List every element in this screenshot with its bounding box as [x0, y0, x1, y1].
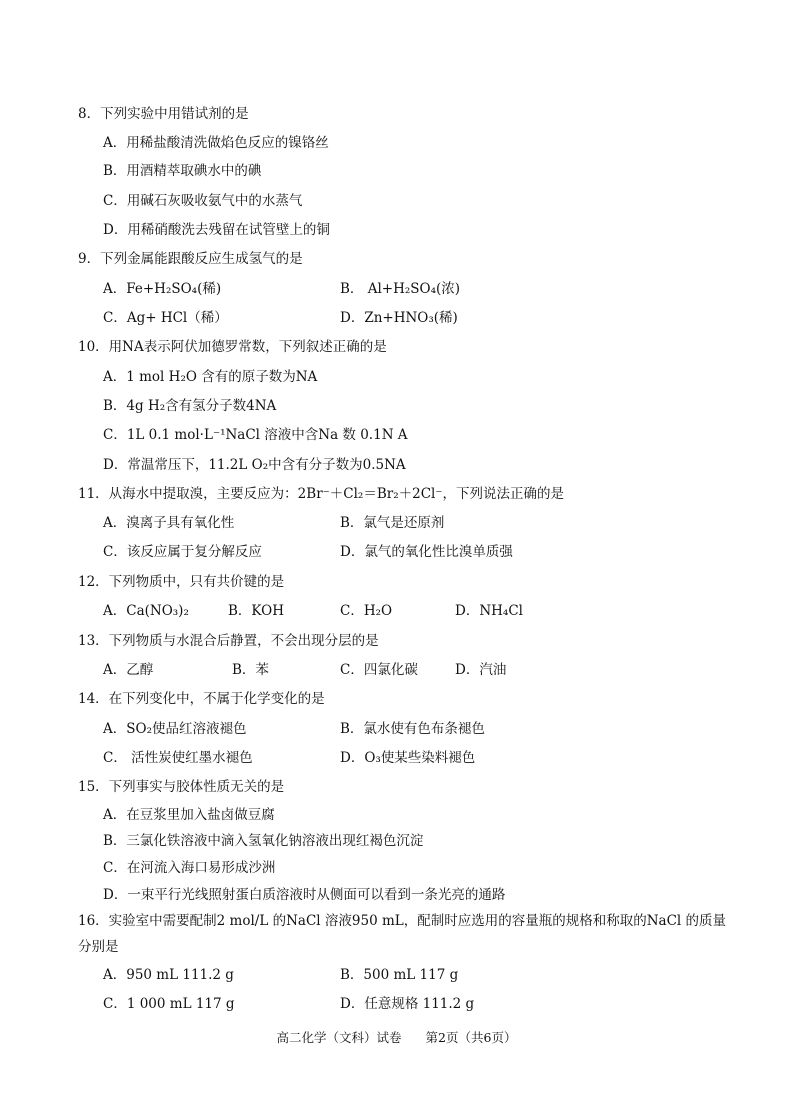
q9-stem: 9．下列金属能跟酸反应生成氢气的是: [78, 251, 303, 267]
q15-option-d: D．一束平行光线照射蛋白质溶液时从侧面可以看到一条光亮的通路: [103, 887, 506, 903]
q16-stem-line2: 分别是: [78, 939, 119, 955]
q10-stem: 10．用NA表示阿伏加德罗常数，下列叙述正确的是: [78, 339, 387, 355]
q14-option-c: C． 活性炭使红墨水褪色: [103, 750, 253, 766]
q9-option-b: B． Al+H₂SO₄(浓): [340, 281, 461, 297]
q11-option-c: C．该反应属于复分解反应: [103, 544, 262, 560]
q14-option-a: A．SO₂使品红溶液褪色: [103, 721, 247, 737]
q13-option-b: B．苯: [232, 662, 269, 678]
q16-option-c: C．1 000 mL 117 g: [103, 996, 235, 1012]
q16-option-a: A．950 mL 111.2 g: [103, 967, 234, 983]
q8-stem: 8．下列实验中用错试剂的是: [78, 106, 249, 122]
q13-option-a: A．乙醇: [103, 662, 154, 678]
q8-option-d: D．用稀硝酸洗去残留在试管壁上的铜: [103, 222, 330, 238]
q9-option-d: D．Zn+HNO₃(稀): [340, 310, 458, 326]
q14-option-b: B．氯水使有色布条褪色: [340, 721, 485, 737]
q11-option-d: D．氯气的氧化性比溴单质强: [340, 544, 513, 560]
q12-option-c: C．H₂O: [340, 603, 393, 619]
q16-stem-line1: 16．实验室中需要配制2 mol/L 的NaCl 溶液950 mL，配制时应选用的容量瓶的规格和称取的NaCl 的质量: [78, 913, 727, 929]
q10-option-d: D．常温常压下，11.2L O₂中含有分子数为0.5NA: [103, 457, 406, 473]
q10-option-a: A．1 mol H₂O 含有的原子数为NA: [103, 369, 318, 385]
q11-stem: 11．从海水中提取溴，主要反应为：2Br⁻＋Cl₂＝Br₂＋2Cl⁻，下列说法正确的是: [78, 486, 564, 502]
q15-option-b: B．三氯化铁溶液中滴入氢氧化钠溶液出现红褐色沉淀: [103, 833, 424, 849]
q9-option-c: C．Ag+ HCl（稀）: [103, 310, 228, 326]
q15-stem: 15．下列事实与胶体性质无关的是: [78, 779, 285, 795]
q12-stem: 12．下列物质中，只有共价键的是: [78, 574, 285, 590]
q14-option-d: D．O₃使某些染料褪色: [340, 750, 476, 766]
q10-option-b: B．4g H₂含有氢分子数4NA: [103, 398, 277, 414]
q8-option-b: B．用酒精萃取碘水中的碘: [103, 163, 262, 179]
q8-option-c: C．用碱石灰吸收氨气中的水蒸气: [103, 193, 303, 209]
q12-option-a: A．Ca(NO₃)₂: [103, 603, 189, 619]
q16-option-d: D．任意规格 111.2 g: [340, 996, 475, 1012]
q13-option-d: D．汽油: [455, 662, 507, 678]
exam-title: 高二化学（文科）试卷: [276, 1030, 402, 1045]
page-footer: [0, 1030, 793, 1046]
q11-option-a: A．溴离子具有氧化性: [103, 515, 235, 531]
q13-stem: 13．下列物质与水混合后静置，不会出现分层的是: [78, 633, 379, 649]
q12-option-b: B．KOH: [228, 603, 284, 619]
q11-option-b: B．氯气是还原剂: [340, 515, 445, 531]
q9-option-a: A．Fe+H₂SO₄(稀): [103, 281, 222, 297]
q8-option-a: A．用稀盐酸清洗做焰色反应的镍铬丝: [103, 135, 329, 151]
q15-option-a: A．在豆浆里加入盐卤做豆腐: [103, 807, 275, 823]
q15-option-c: C．在河流入海口易形成沙洲: [103, 860, 276, 876]
page-number: 第2页（共6页）: [425, 1030, 517, 1045]
q10-option-c: C．1L 0.1 mol·L⁻¹NaCl 溶液中含Na 数 0.1N A: [103, 427, 408, 443]
q14-stem: 14．在下列变化中，不属于化学变化的是: [78, 691, 325, 707]
q12-option-d: D．NH₄Cl: [455, 603, 523, 619]
q13-option-c: C．四氯化碳: [340, 662, 418, 678]
q16-option-b: B．500 mL 117 g: [340, 967, 459, 983]
